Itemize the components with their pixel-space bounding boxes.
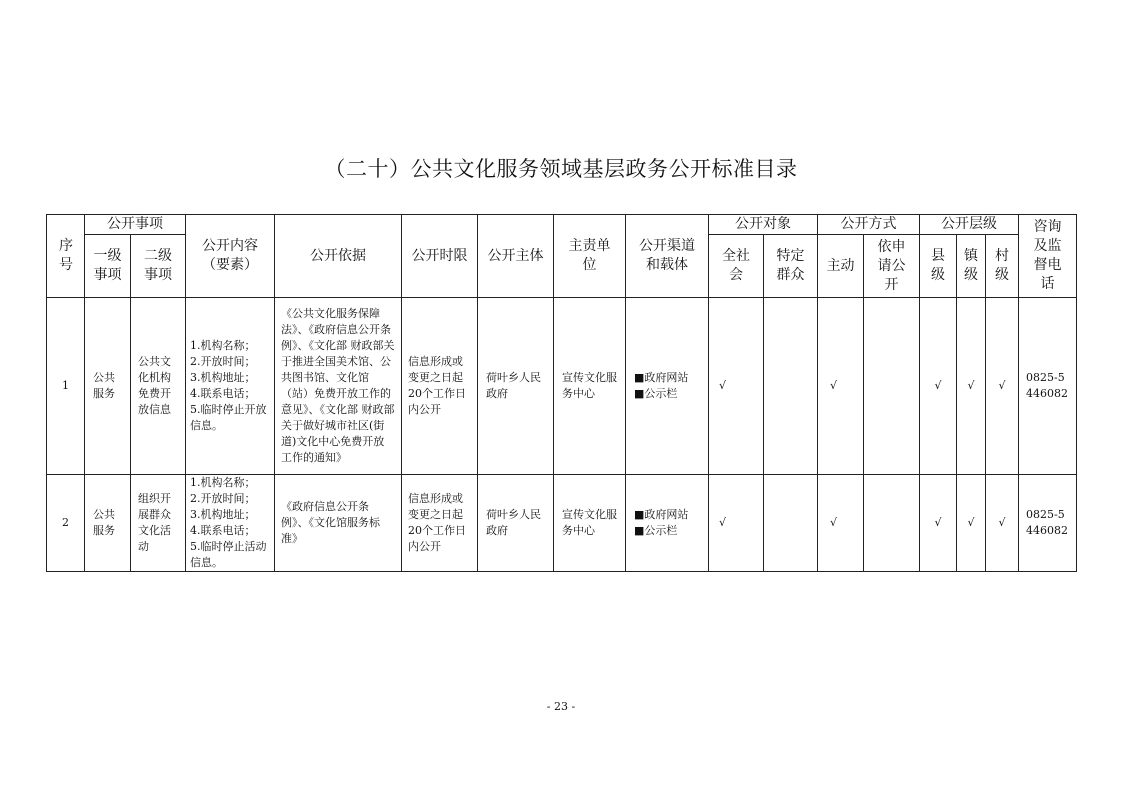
cell-level2: 组织开展群众文化活动: [131, 475, 186, 572]
header-seq: 序号: [47, 215, 85, 298]
header-level-group: 公开层级: [920, 215, 1019, 235]
cell-level-county: √: [920, 475, 957, 572]
table-header: [47, 215, 1077, 298]
cell-time-limit: 信息形成或变更之日起20个工作日内公开: [402, 475, 478, 572]
page-number: - 23 -: [546, 700, 576, 713]
cell-level-village: √: [986, 475, 1019, 572]
cell-subject: 荷叶乡人民政府: [478, 298, 554, 475]
header-responsible: 主责单位: [554, 215, 626, 298]
cell-level1: 公共服务: [85, 298, 131, 475]
cell-responsible: 宣传文化服务中心: [554, 475, 626, 572]
cell-method-request: [864, 475, 920, 572]
cell-audience-all: √: [709, 298, 764, 475]
cell-responsible: 宣传文化服务中心: [554, 298, 626, 475]
header-level2: 二级事项: [131, 235, 186, 298]
cell-content: 1.机构名称； 2.开放时间； 3.机构地址； 4.联系电话； 5.临时停止活动信息。: [186, 475, 275, 572]
cell-audience-all: √: [709, 475, 764, 572]
cell-seq: 2: [47, 475, 85, 572]
cell-basis: 《政府信息公开条例》、《文化馆服务标准》: [275, 475, 402, 572]
header-subject: 公开主体: [478, 215, 554, 298]
header-method-active: 主动: [818, 235, 864, 298]
header-audience-all: 全社会: [709, 235, 764, 298]
cell-seq: 1: [47, 298, 85, 475]
header-item-group: 公开事项: [85, 215, 186, 235]
cell-level1: 公共服务: [85, 475, 131, 572]
header-method-group: 公开方式: [818, 215, 920, 235]
cell-method-request: [864, 298, 920, 475]
cell-contact: 0825-5446082: [1019, 475, 1077, 572]
cell-method-active: √: [818, 475, 864, 572]
table-body: [47, 298, 1077, 572]
cell-subject: 荷叶乡人民政府: [478, 475, 554, 572]
cell-channel: ■政府网站 ■公示栏: [626, 298, 709, 475]
cell-audience-specific: [764, 475, 818, 572]
cell-level2: 公共文化机构免费开放信息: [131, 298, 186, 475]
header-level-town: 镇级: [957, 235, 986, 298]
header-level1: 一级事项: [85, 235, 131, 298]
header-audience-specific: 特定群众: [764, 235, 818, 298]
cell-level-town: √: [957, 475, 986, 572]
cell-level-town: √: [957, 298, 986, 475]
cell-time-limit: 信息形成或变更之日起20个工作日内公开: [402, 298, 478, 475]
header-level-county: 县级: [920, 235, 957, 298]
cell-contact: 0825-5446082: [1019, 298, 1077, 475]
page-title: （二十）公共文化服务领域基层政务公开标准目录: [324, 157, 798, 181]
header-level-village: 村级: [986, 235, 1019, 298]
standard-catalog-table: [46, 214, 1077, 572]
header-content: 公开内容（要素）: [186, 215, 275, 298]
cell-level-county: √: [920, 298, 957, 475]
cell-method-active: √: [818, 298, 864, 475]
table-row: [47, 475, 1077, 572]
cell-basis: 《公共文化服务保障法》、《政府信息公开条例》、《文化部 财政部关于推进全国美术馆、公共图书馆、文化馆（站）免费开放工作的意见》、《文化部 财政部关于做好城市社区(街道)文化中心免费开放工作的通知》: [275, 298, 402, 475]
cell-audience-specific: [764, 298, 818, 475]
header-basis: 公开依据: [275, 215, 402, 298]
header-audience-group: 公开对象: [709, 215, 818, 235]
cell-content: 1.机构名称； 2.开放时间； 3.机构地址； 4.联系电话； 5.临时停止开放信息。: [186, 298, 275, 475]
table-row: [47, 298, 1077, 475]
header-channel: 公开渠道和载体: [626, 215, 709, 298]
cell-channel: ■政府网站 ■公示栏: [626, 475, 709, 572]
header-contact: 咨询及监督电话: [1019, 215, 1077, 298]
cell-level-village: √: [986, 298, 1019, 475]
header-method-request: 依申请公开: [864, 235, 920, 298]
header-time-limit: 公开时限: [402, 215, 478, 298]
